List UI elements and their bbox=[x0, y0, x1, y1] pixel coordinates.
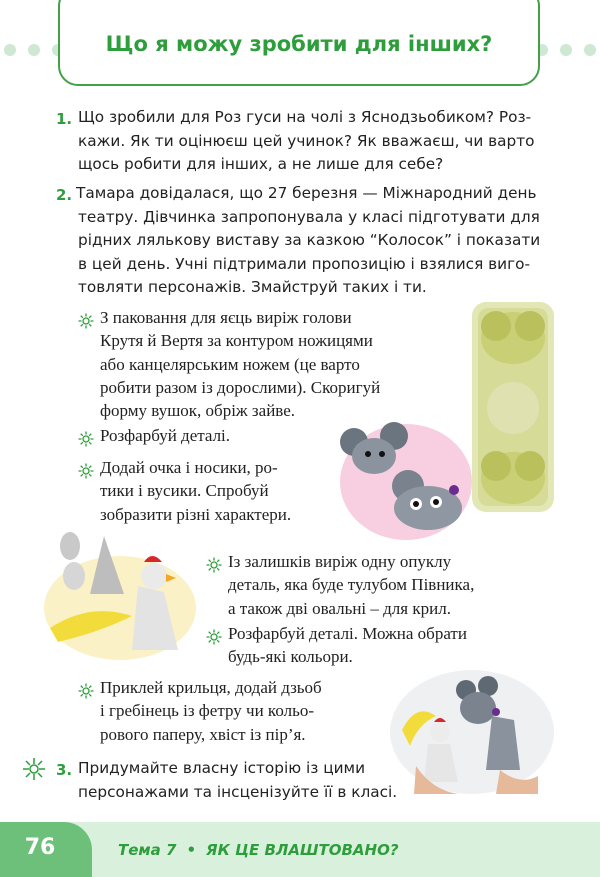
step-line: Додай очка і носики, ро- bbox=[100, 458, 278, 477]
task-2-line: театру. Дівчинка запропонувала у класі підготувати для bbox=[78, 207, 540, 226]
task-3-line: персонажами та інсценізуйте її в класі. bbox=[78, 782, 398, 801]
step-paint-body bbox=[228, 622, 467, 669]
task-3-line: Придумайте власну історію із цими bbox=[78, 759, 366, 777]
sun-bullet-icon bbox=[206, 629, 222, 645]
sun-bullet-icon bbox=[78, 463, 94, 479]
finger-puppets-image bbox=[388, 666, 556, 798]
step-line: і гребінець із фетру чи кольо- bbox=[100, 701, 314, 721]
task-2-number: 2. bbox=[56, 186, 73, 204]
sun-bullet-icon bbox=[206, 557, 222, 573]
step-line: З паковання для яєць виріж голови bbox=[100, 308, 352, 327]
step-line: Із залишків виріж одну опуклу bbox=[228, 552, 452, 571]
step-line: Крутя й Вертя за контуром ножицями bbox=[100, 331, 373, 351]
footer-topic-label: Тема 7 bbox=[118, 841, 177, 859]
task-1-line: Що зробили для Роз гуси на чолі з Яснодзьобиком? Роз- bbox=[78, 108, 532, 126]
step-line: деталь, яка буде тулубом Півника, bbox=[228, 575, 475, 595]
step-line: зобразити різні характери. bbox=[100, 504, 292, 524]
task-3-number: 3. bbox=[56, 761, 73, 779]
mouse-heads-image bbox=[336, 416, 472, 540]
page-title: Що я можу зробити для інших? bbox=[105, 32, 493, 56]
step-line: Приклей крильця, додай дзьоб bbox=[100, 678, 322, 697]
group-work-icon bbox=[20, 756, 48, 782]
step-line: Розфарбуй деталі. bbox=[100, 426, 231, 445]
task-1-text bbox=[78, 106, 548, 177]
footer-topic bbox=[118, 841, 399, 859]
task-2-line: товляти персонажів. Змайструй таких і ти. bbox=[78, 278, 427, 296]
task-1-line: щось робити для інших, а не лише для себе? bbox=[78, 155, 444, 173]
task-2-line: в цей день. Учні підтримали пропозицію і взялися виго- bbox=[78, 254, 531, 273]
step-line: робити разом із дорослими). Скоригуй bbox=[100, 377, 381, 397]
step-glue-wings bbox=[100, 676, 322, 746]
step-line: або канцелярським ножем (це варто bbox=[100, 354, 360, 374]
step-line: Розфарбуй деталі. Можна обрати bbox=[228, 624, 467, 643]
task-2-line: Тамара довідалася, що 27 березня — Міжнародний день bbox=[76, 184, 537, 202]
egg-carton-image bbox=[468, 298, 558, 516]
step-line: рового паперу, хвіст із пір’я. bbox=[100, 724, 306, 744]
step-line: будь-які кольори. bbox=[228, 647, 353, 667]
footer-chapter-title: ЯК ЦЕ ВЛАШТОВАНО? bbox=[206, 841, 399, 859]
sun-bullet-icon bbox=[78, 313, 94, 329]
task-1-line: кажи. Як ти оцінюєш цей учинок? Як вважаєш, чи варто bbox=[78, 131, 535, 150]
step-line: а також дві овальні – для крил. bbox=[228, 598, 451, 618]
task-2-line: рідних лялькову виставу за казкою “Колосок” і показати bbox=[78, 231, 541, 249]
sun-bullet-icon bbox=[78, 683, 94, 699]
step-add-eyes bbox=[100, 456, 291, 526]
footer-separator: • bbox=[186, 841, 197, 859]
step-line: форму вушок, обріж зайве. bbox=[100, 401, 296, 421]
task-3-text bbox=[78, 757, 408, 804]
task-2-text bbox=[76, 182, 548, 300]
step-line: тики і вусики. Спробуй bbox=[100, 481, 269, 501]
rooster-craft-image bbox=[40, 532, 198, 662]
step-cut-heads bbox=[100, 306, 380, 422]
decorative-dots-right bbox=[536, 44, 596, 56]
page-number: 76 bbox=[24, 835, 56, 860]
task-1-number: 1. bbox=[56, 110, 73, 128]
step-paint bbox=[100, 424, 230, 447]
sun-bullet-icon bbox=[78, 431, 94, 447]
step-cut-body bbox=[228, 550, 474, 620]
decorative-dots-left bbox=[4, 44, 64, 56]
